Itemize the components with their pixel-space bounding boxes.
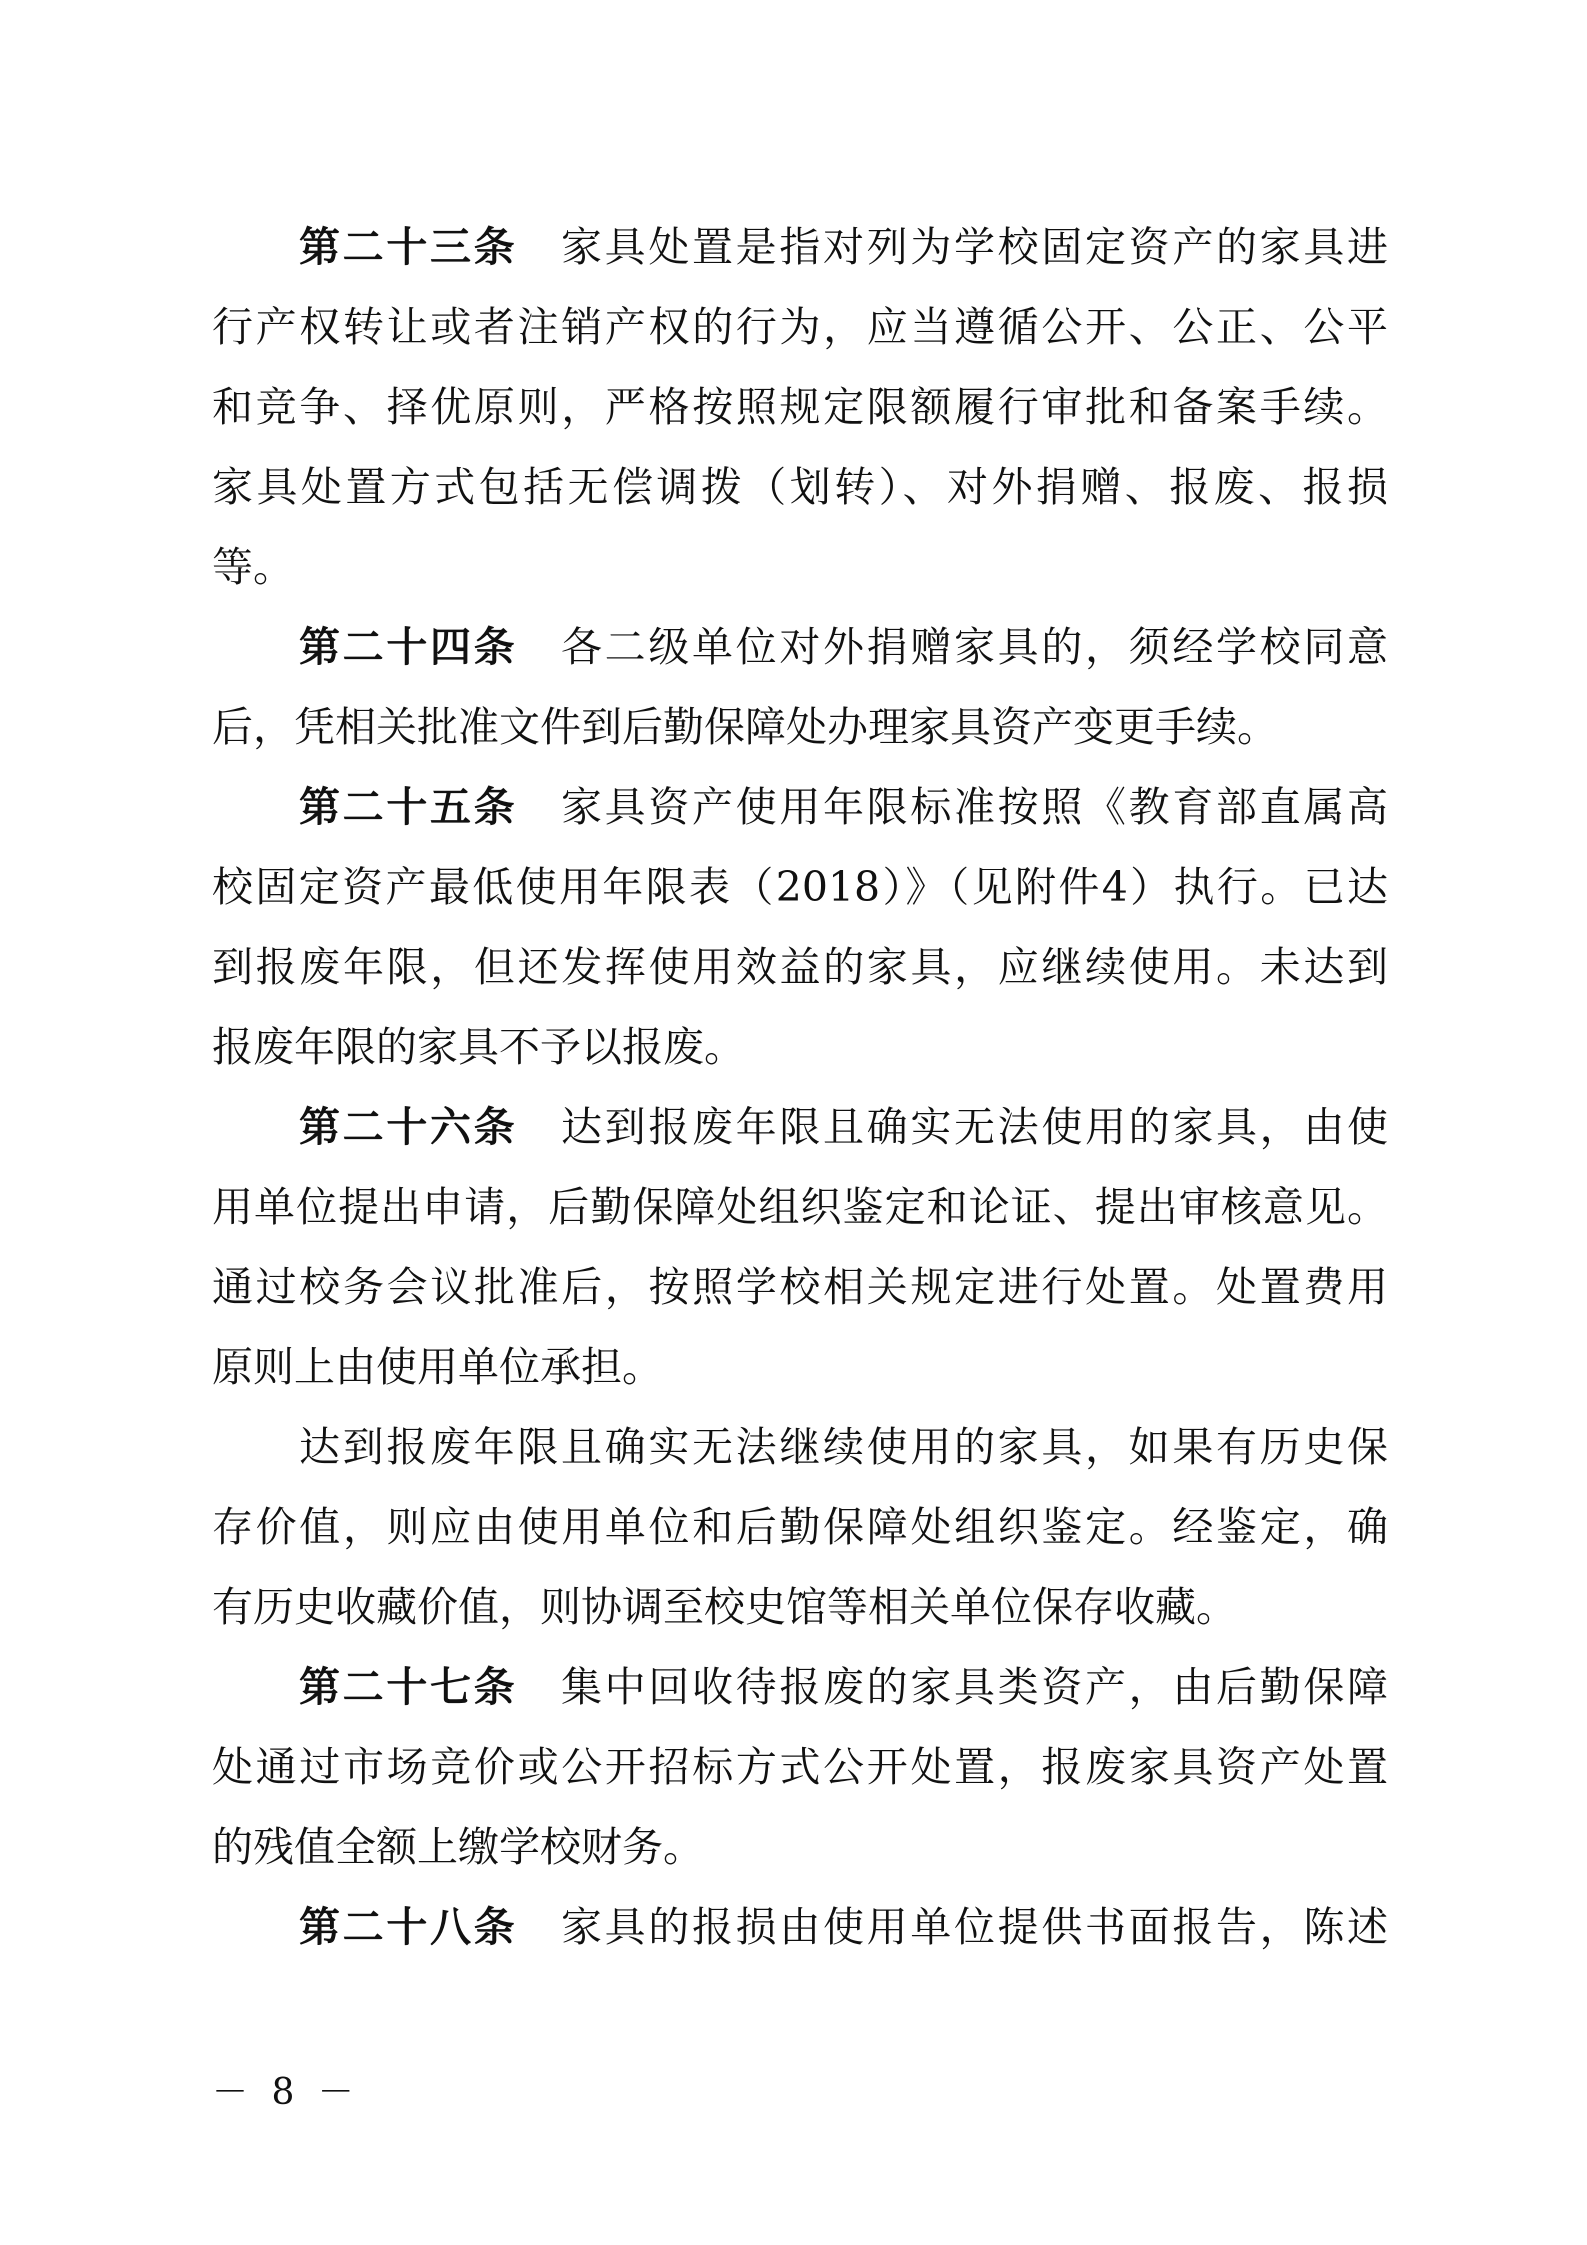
article-23-heading: 第二十三条 [299,223,518,271]
article-28-heading: 第二十八条 [299,1903,518,1951]
article-27-line-1 [212,1652,1388,1732]
article-27-line-3: 的残值全额上缴学校财务。 [212,1823,704,1871]
article-28-line-1 [212,1892,1388,1972]
article-25-line-3: 到报废年限，但还发挥使用效益的家具，应继续使用。未达到 [212,943,1388,991]
article-24-line-2: 后，凭相关批准文件到后勤保障处办理家具资产变更手续。 [212,703,1278,751]
article-25-line-4: 报废年限的家具不予以报废。 [212,1023,745,1071]
article-23-line-2: 行产权转让或者注销产权的行为，应当遵循公开、公正、公平 [212,303,1388,351]
article-23-line-4: 家具处置方式包括无偿调拨（划转）、对外捐赠、报废、报损 [212,463,1388,511]
article-25-heading: 第二十五条 [299,783,518,831]
article-27-text: 集中回收待报废的家具类资产，由后勤保障 [561,1663,1388,1711]
article-23-line-5: 等。 [212,543,294,591]
article-26-line-3: 通过校务会议批准后，按照学校相关规定进行处置。处置费用 [212,1263,1388,1311]
article-26-p2-line-3: 有历史收藏价值，则协调至校史馆等相关单位保存收藏。 [212,1583,1237,1631]
article-26-text: 达到报废年限且确实无法使用的家具，由使 [561,1103,1388,1151]
article-26-p2-line-2: 存价值，则应由使用单位和后勤保障处组织鉴定。经鉴定，确 [212,1503,1388,1551]
article-26-line-2: 用单位提出申请，后勤保障处组织鉴定和论证、提出审核意见。 [212,1183,1388,1231]
article-27-heading: 第二十七条 [299,1663,518,1711]
article-23-line-1 [212,212,1388,292]
article-23-text: 家具处置是指对列为学校固定资产的家具进 [561,223,1388,271]
article-24-heading: 第二十四条 [299,623,518,671]
article-26-heading: 第二十六条 [299,1103,518,1151]
page-number: － 8 － [212,2072,360,2113]
document-body [212,212,1388,1972]
article-25-line-1 [212,772,1388,852]
article-26-line-1 [212,1092,1388,1172]
article-23-line-3: 和竞争、择优原则，严格按照规定限额履行审批和备案手续。 [212,383,1388,431]
article-27-line-2: 处通过市场竞价或公开招标方式公开处置，报废家具资产处置 [212,1743,1388,1791]
article-28-text: 家具的报损由使用单位提供书面报告，陈述 [561,1903,1388,1951]
article-24-text: 各二级单位对外捐赠家具的，须经学校同意 [561,623,1388,671]
article-24-line-1 [212,612,1388,692]
article-26-p2-line-1: 达到报废年限且确实无法继续使用的家具，如果有历史保 [299,1423,1388,1471]
article-25-text: 家具资产使用年限标准按照《教育部直属高 [561,783,1388,831]
article-26-line-4: 原则上由使用单位承担。 [212,1343,663,1391]
article-25-line-2: 校固定资产最低使用年限表（2018）》（见附件4）执行。已达 [212,863,1388,911]
